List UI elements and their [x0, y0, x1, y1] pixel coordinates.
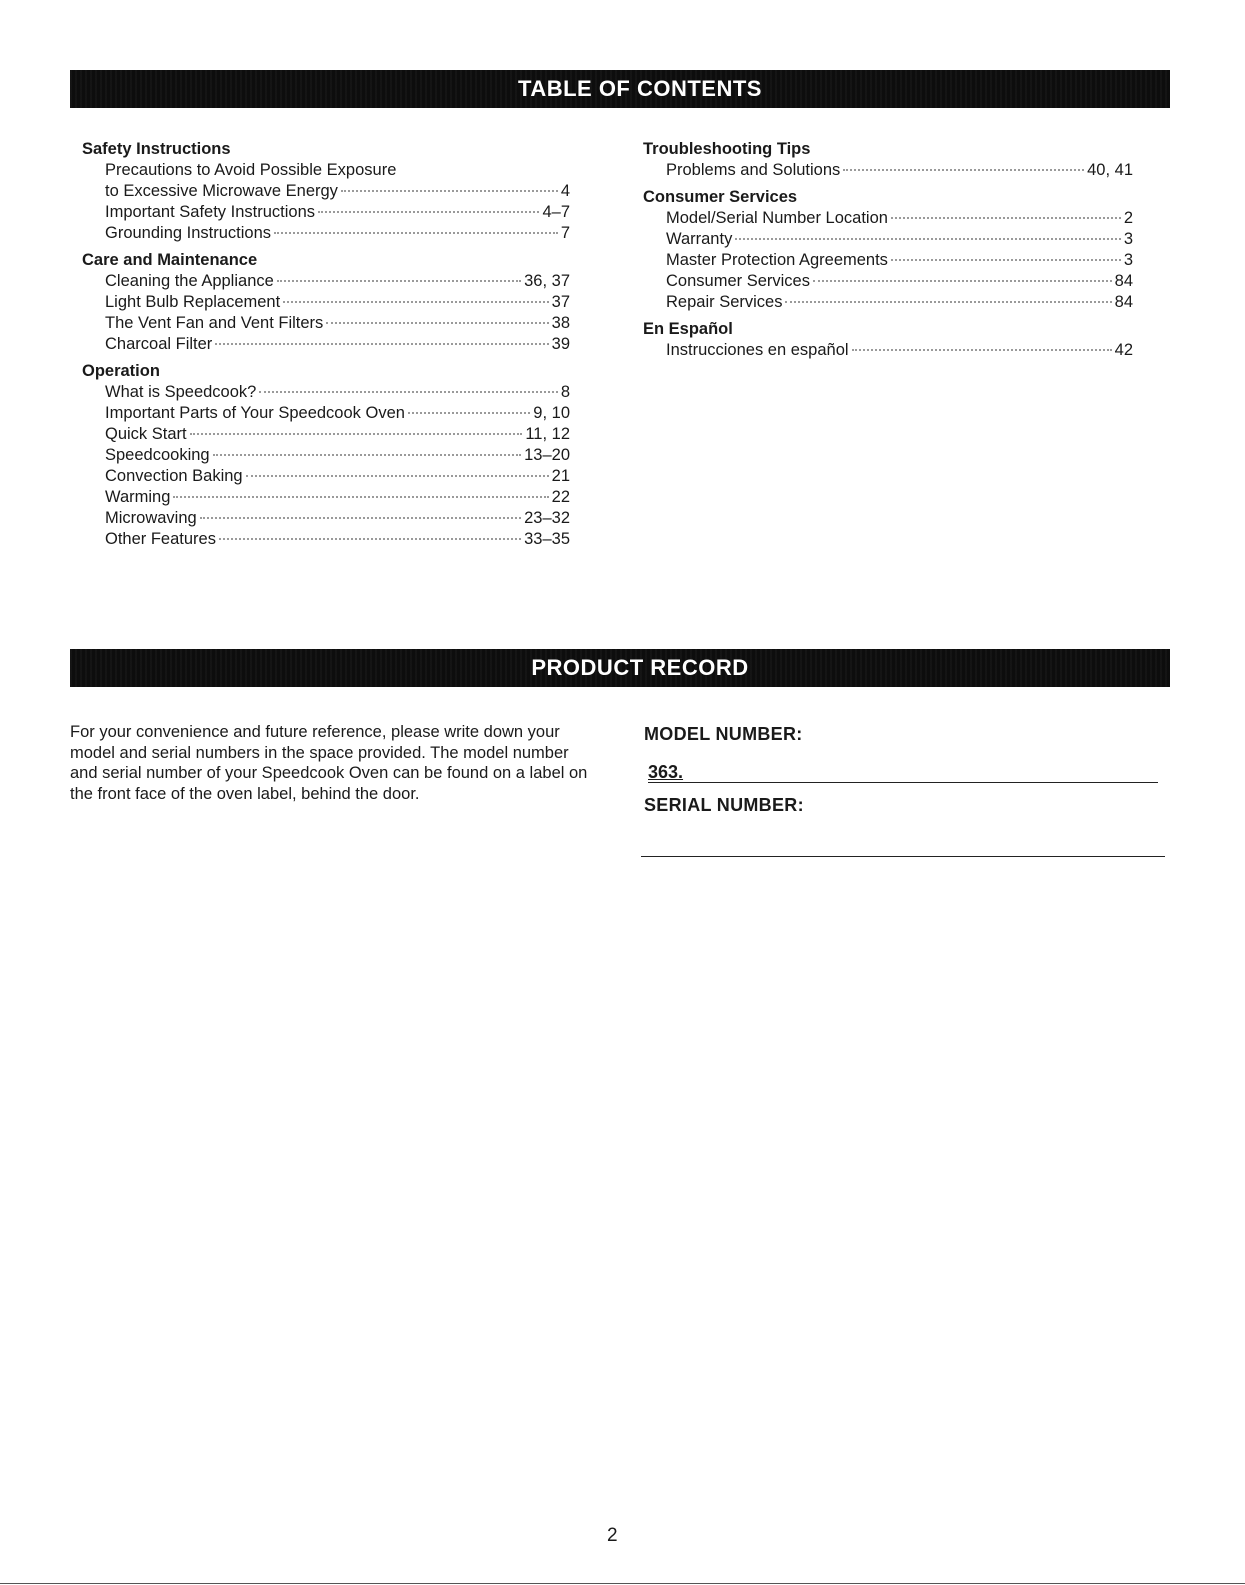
- toc-section: [643, 187, 1133, 313]
- toc-entry-label: Consumer Services: [666, 272, 810, 290]
- toc-section-title: Consumer Services: [643, 188, 798, 206]
- toc-title: TABLE OF CONTENTS: [518, 76, 762, 101]
- toc-entry-page: 3: [1123, 230, 1133, 248]
- toc-entry-label: Master Protection Agreements: [666, 251, 888, 269]
- toc-section: [82, 250, 570, 355]
- dot-leader: [326, 321, 548, 324]
- dot-leader: [785, 300, 1111, 303]
- toc-section-title: Operation: [82, 362, 160, 380]
- dot-leader: [408, 411, 530, 414]
- dot-leader: [891, 258, 1121, 261]
- toc-entry-label: Speedcooking: [105, 446, 210, 464]
- toc-entry-page: 13–20: [524, 446, 570, 464]
- toc-entry-label: Problems and Solutions: [666, 161, 841, 179]
- toc-section: [82, 139, 570, 244]
- toc-section-title: En Español: [643, 320, 733, 338]
- toc-entry-page: 37: [551, 293, 570, 311]
- dot-leader: [277, 279, 521, 282]
- toc-entry-label: Grounding Instructions: [105, 224, 272, 242]
- toc-entry-label: Convection Baking: [105, 467, 243, 485]
- toc-entry: [643, 340, 1133, 361]
- dot-leader: [735, 237, 1120, 240]
- toc-entry-page: 40, 41: [1087, 161, 1133, 179]
- toc-entry-page: 39: [551, 335, 570, 353]
- toc-entry-page: 22: [551, 488, 570, 506]
- toc-left-column: [82, 139, 570, 556]
- bottom-rule: [0, 1583, 1245, 1584]
- toc-entry-page: 11, 12: [525, 425, 570, 443]
- dot-leader: [190, 432, 523, 435]
- toc-entry: [82, 313, 570, 334]
- model-number-prefix: 363.: [648, 762, 684, 782]
- toc-entry-label: Important Safety Instructions: [105, 203, 316, 221]
- toc-entry-page: 33–35: [524, 530, 570, 548]
- toc-section-title: Care and Maintenance: [82, 251, 258, 269]
- product-record-banner: [70, 649, 1170, 687]
- toc-entry: [82, 466, 570, 487]
- toc-entry-label: Important Parts of Your Speedcook Oven: [105, 404, 405, 422]
- dot-leader: [341, 189, 558, 192]
- toc-entry-label: Instrucciones en español: [666, 341, 849, 359]
- dot-leader: [246, 474, 549, 477]
- dot-leader: [259, 390, 557, 393]
- page-number: 2: [607, 1525, 618, 1546]
- toc-entry-label: Repair Services: [666, 293, 783, 311]
- toc-entry: [82, 403, 570, 424]
- toc-entry-page: 2: [1123, 209, 1133, 227]
- toc-entry-label: Warming: [105, 488, 171, 506]
- toc-entry: [643, 292, 1133, 313]
- toc-entry: [82, 334, 570, 355]
- toc-entry-page: 9, 10: [533, 404, 570, 422]
- toc-entry: [82, 487, 570, 508]
- dot-leader: [843, 168, 1084, 171]
- toc-entry-page: 23–32: [524, 509, 570, 527]
- dot-leader: [200, 516, 521, 519]
- toc-entry: [643, 250, 1133, 271]
- toc-entry-page: 3: [1123, 251, 1133, 269]
- toc-entry-page: 38: [551, 314, 570, 332]
- toc-entry-page: 84: [1114, 293, 1133, 311]
- toc-entry: [643, 208, 1133, 229]
- model-number-line: [648, 782, 1158, 783]
- dot-leader: [318, 210, 539, 213]
- toc-entry: [643, 271, 1133, 292]
- toc-entry-label: Microwaving: [105, 509, 197, 527]
- toc-entry-label: Light Bulb Replacement: [105, 293, 281, 311]
- toc-entry: [82, 292, 570, 313]
- dot-leader: [283, 300, 548, 303]
- toc-entry-page: 7: [560, 224, 570, 242]
- toc-entry-label: Warranty: [666, 230, 733, 248]
- toc-right-column: [643, 139, 1133, 367]
- toc-section-title: Troubleshooting Tips: [643, 140, 811, 158]
- dot-leader: [173, 495, 548, 498]
- toc-entry-page: 21: [551, 467, 570, 485]
- dot-leader: [813, 279, 1112, 282]
- toc-section: [643, 319, 1133, 361]
- toc-entry-label: Quick Start: [105, 425, 187, 443]
- dot-leader: [891, 216, 1121, 219]
- toc-entry-label: to Excessive Microwave Energy: [105, 182, 338, 200]
- product-record-instructions: For your convenience and future reference, please write down your model and serial numbers in the space provided. The model number and serial number of your Speedcook Oven can be found on a label on the front face of the oven label, behind the door.: [70, 723, 588, 803]
- toc-entry-page: 4: [560, 182, 570, 200]
- toc-entry-label: Other Features: [105, 530, 216, 548]
- toc-entry-label: Charcoal Filter: [105, 335, 213, 353]
- product-record-title: PRODUCT RECORD: [531, 655, 749, 680]
- toc-entry-label: Model/Serial Number Location: [666, 209, 888, 227]
- toc-entry-label: Cleaning the Appliance: [105, 272, 274, 290]
- toc-entry: [82, 181, 570, 202]
- toc-entry: [82, 223, 570, 244]
- dot-leader: [852, 348, 1112, 351]
- toc-entry: [643, 160, 1133, 181]
- toc-entry: [82, 529, 570, 550]
- serial-number-label: SERIAL NUMBER:: [644, 795, 804, 815]
- toc-entry: [82, 445, 570, 466]
- dot-leader: [219, 537, 521, 540]
- toc-entry-page: 4–7: [542, 203, 570, 221]
- toc-entry-page: 36, 37: [524, 272, 570, 290]
- serial-number-line: [641, 856, 1165, 857]
- dot-leader: [274, 231, 558, 234]
- toc-entry-label: The Vent Fan and Vent Filters: [105, 314, 324, 332]
- toc-banner: [70, 70, 1170, 108]
- toc-entry: [82, 202, 570, 223]
- toc-entry-text: Precautions to Avoid Possible Exposure: [105, 161, 397, 179]
- toc-entry-page: 84: [1114, 272, 1133, 290]
- toc-section: [82, 361, 570, 550]
- toc-entry: [82, 424, 570, 445]
- toc-entry-label: What is Speedcook?: [105, 383, 257, 401]
- toc-entry-page: 8: [560, 383, 570, 401]
- toc-entry: [82, 508, 570, 529]
- dot-leader: [213, 453, 522, 456]
- dot-leader: [215, 342, 548, 345]
- toc-entry-page: 42: [1114, 341, 1133, 359]
- toc-entry: [82, 271, 570, 292]
- model-number-label: MODEL NUMBER:: [644, 724, 803, 744]
- toc-section-title: Safety Instructions: [82, 140, 231, 158]
- toc-entry: [82, 382, 570, 403]
- toc-entry: [643, 229, 1133, 250]
- toc-section: [643, 139, 1133, 181]
